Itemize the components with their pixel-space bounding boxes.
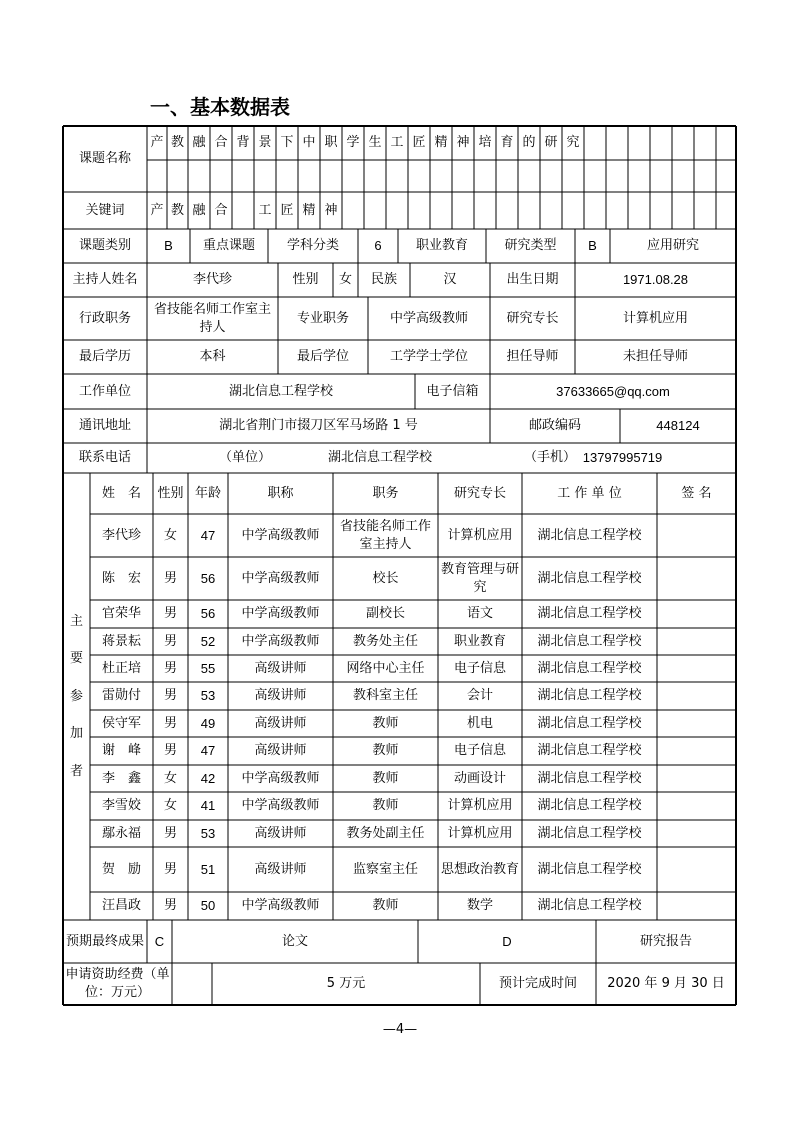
outcome-value-1: 论文 (281, 933, 308, 949)
members-cell: 计算机应用 (447, 527, 513, 543)
project-name-char: 教 (170, 135, 184, 151)
members-cell: 湖北信息工程学校 (537, 898, 642, 914)
members-cell: 男 (163, 743, 177, 759)
members-cell: 雷勋付 (101, 688, 141, 704)
members-cell (659, 600, 734, 628)
members-cell (659, 682, 734, 710)
members-cell: 41 (200, 798, 216, 814)
admin-label: 行政职务 (78, 310, 131, 326)
members-cell: 会计 (466, 688, 493, 704)
members-cell: 教育管理与研究 (440, 561, 519, 595)
host-name: 李代珍 (192, 272, 232, 288)
research-type-value: 应用研究 (646, 238, 699, 254)
project-name-char: 工 (390, 135, 404, 151)
members-cell: 男 (163, 606, 177, 622)
category-label: 课题类别 (78, 238, 131, 254)
members-cell: 56 (200, 606, 216, 622)
members-cell: 贺 励 (101, 861, 141, 877)
members-header: 职称 (267, 485, 294, 501)
members-cell: 男 (163, 633, 177, 649)
members-cell: 湖北信息工程学校 (537, 798, 642, 814)
members-cell: 湖北信息工程学校 (537, 861, 642, 877)
members-cell: 李 鑫 (101, 770, 141, 786)
edu-label: 最后学历 (78, 349, 131, 365)
members-cell: 李代珍 (101, 527, 141, 543)
members-cell: 副校长 (365, 606, 405, 622)
side-label-char: 主 (69, 613, 83, 629)
members-cell: 51 (200, 861, 216, 877)
members-cell (659, 765, 734, 792)
members-cell: 女 (163, 770, 177, 786)
project-name-char: 究 (566, 135, 580, 151)
members-cell (659, 737, 734, 765)
project-name-char: 职 (324, 135, 338, 151)
side-label-char: 参 (69, 688, 83, 704)
members-cell: 教师 (372, 898, 399, 914)
side-label-char: 加 (69, 726, 83, 742)
members-header: 工 作 单 位 (557, 485, 622, 501)
keyword-char: 合 (214, 202, 228, 218)
address-value: 湖北省荆门市掇刀区军马场路 1 号 (219, 418, 418, 434)
members-cell: 职业教育 (453, 633, 506, 649)
outcome-value-2: 研究报告 (639, 933, 692, 949)
keyword-char: 精 (302, 202, 316, 218)
members-cell (659, 892, 734, 920)
members-cell: 55 (200, 660, 216, 676)
members-cell: 男 (163, 660, 177, 676)
birth-label: 出生日期 (506, 272, 559, 288)
members-cell: 高级讲师 (254, 660, 307, 676)
members-cell (659, 710, 734, 737)
members-cell: 数学 (466, 898, 493, 914)
members-cell: 中学高级教师 (241, 527, 320, 543)
members-cell: 47 (200, 743, 216, 759)
members-cell: 中学高级教师 (241, 633, 320, 649)
project-name-char: 神 (456, 135, 470, 151)
ethnic-value: 汉 (443, 272, 457, 288)
members-cell: 中学高级教师 (241, 798, 320, 814)
funding-amount: 5 万元 (326, 976, 366, 992)
members-cell: 高级讲师 (254, 861, 307, 877)
title-label: 专业职务 (296, 310, 349, 326)
members-cell: 计算机应用 (447, 825, 513, 841)
project-name-char: 合 (214, 135, 228, 151)
phone-unit-label: （单位） (218, 450, 271, 466)
members-cell: 湖北信息工程学校 (537, 660, 642, 676)
members-cell: 湖北信息工程学校 (537, 715, 642, 731)
members-cell: 鄢永福 (101, 825, 141, 841)
members-cell (659, 628, 734, 655)
finish-value: 2020 年 9 月 30 日 (607, 976, 725, 992)
members-header: 签 名 (681, 485, 712, 501)
members-cell: 53 (200, 825, 216, 841)
members-cell: 湖北信息工程学校 (537, 770, 642, 786)
project-name-char: 学 (346, 135, 360, 151)
members-cell: 男 (163, 861, 177, 877)
members-cell: 教师 (372, 798, 399, 814)
category-code: B (164, 238, 173, 254)
project-name-char: 下 (280, 135, 294, 151)
page-heading: 一、基本数据表 (150, 95, 290, 119)
members-cell: 高级讲师 (254, 743, 307, 759)
members-cell: 女 (163, 798, 177, 814)
members-cell: 男 (163, 898, 177, 914)
members-cell: 52 (200, 633, 216, 649)
subject-code: 6 (374, 238, 382, 254)
members-cell: 男 (163, 825, 177, 841)
project-name-label: 课题名称 (78, 151, 131, 167)
keyword-char: 神 (324, 202, 338, 218)
members-cell: 陈 宏 (101, 570, 141, 586)
project-name-char: 培 (478, 135, 492, 151)
keyword-char: 融 (192, 202, 206, 218)
members-cell: 53 (200, 688, 216, 704)
members-header: 研究专长 (453, 485, 506, 501)
spec-label: 研究专长 (506, 310, 559, 326)
spec-value: 计算机应用 (622, 310, 688, 326)
members-cell (659, 557, 734, 600)
members-cell: 教科室主任 (352, 688, 418, 704)
members-cell (659, 655, 734, 682)
members-cell: 男 (163, 570, 177, 586)
keyword-char (232, 192, 254, 229)
members-cell: 语文 (466, 606, 493, 622)
unit-value: 湖北信息工程学校 (228, 383, 333, 399)
members-cell: 男 (163, 715, 177, 731)
members-cell: 湖北信息工程学校 (537, 743, 642, 759)
members-cell: 电子信息 (453, 660, 506, 676)
project-name-char: 精 (434, 135, 448, 151)
project-name-char: 中 (302, 135, 316, 151)
keyword-char: 工 (258, 202, 272, 218)
members-cell: 中学高级教师 (241, 770, 320, 786)
edu-value: 本科 (199, 349, 226, 365)
members-cell: 湖北信息工程学校 (537, 527, 642, 543)
side-label-char: 者 (69, 763, 83, 779)
title-value: 中学高级教师 (389, 310, 468, 326)
members-cell: 湖北信息工程学校 (537, 633, 642, 649)
birth-value: 1971.08.28 (622, 272, 689, 288)
project-name-char: 育 (500, 135, 514, 151)
tutor-value: 未担任导师 (622, 349, 688, 365)
outcome-label: 预期最终成果 (65, 933, 144, 949)
admin-value: 省技能名师工作室主持人 (153, 301, 271, 335)
subject-value: 职业教育 (415, 238, 468, 254)
members-cell: 计算机应用 (447, 798, 513, 814)
ethnic-label: 民族 (370, 272, 397, 288)
members-cell: 思想政治教育 (440, 861, 519, 877)
members-cell: 湖北信息工程学校 (537, 606, 642, 622)
members-cell (659, 514, 734, 557)
members-cell: 教师 (372, 743, 399, 759)
members-cell (659, 820, 734, 847)
zip-label: 邮政编码 (528, 418, 581, 434)
phone-label: 联系电话 (78, 450, 131, 466)
members-cell: 中学高级教师 (241, 898, 320, 914)
members-cell: 湖北信息工程学校 (537, 688, 642, 704)
address-label: 通讯地址 (78, 418, 131, 434)
category-value: 重点课题 (202, 238, 255, 254)
keyword-char: 教 (170, 202, 184, 218)
subject-label: 学科分类 (286, 238, 339, 254)
unit-label: 工作单位 (78, 383, 131, 399)
members-cell: 教师 (372, 770, 399, 786)
phone-mobile-label: （手机） (523, 450, 576, 466)
members-cell: 教务处主任 (352, 633, 418, 649)
finish-label: 预计完成时间 (498, 976, 577, 992)
tutor-label: 担任导师 (506, 349, 559, 365)
members-cell: 省技能名师工作室主持人 (339, 518, 431, 552)
members-cell: 网络中心主任 (346, 660, 425, 676)
members-cell: 机电 (466, 715, 493, 731)
members-cell: 汪昌政 (101, 898, 141, 914)
members-cell: 高级讲师 (254, 825, 307, 841)
members-cell: 谢 峰 (101, 743, 141, 759)
zip-value: 448124 (656, 418, 700, 434)
members-cell: 49 (200, 715, 216, 731)
members-cell: 电子信息 (453, 743, 506, 759)
project-name-char: 产 (150, 135, 164, 151)
keyword-char: 匠 (280, 202, 294, 218)
members-side-label (63, 473, 90, 920)
gender-value: 女 (338, 272, 352, 288)
members-cell: 教师 (372, 715, 399, 731)
phone-mobile-value: 13797995719 (582, 450, 663, 466)
degree-label: 最后学位 (296, 349, 349, 365)
members-cell: 蒋景耘 (101, 633, 141, 649)
members-cell: 校长 (372, 570, 399, 586)
members-cell: 官荣华 (101, 606, 141, 622)
project-name-char: 的 (522, 135, 536, 151)
members-cell: 男 (163, 688, 177, 704)
members-header: 姓 名 (101, 485, 141, 501)
members-cell (659, 792, 734, 820)
gender-label: 性别 (292, 272, 319, 288)
research-type-label: 研究类型 (504, 238, 557, 254)
members-header: 职务 (372, 485, 399, 501)
project-name-char: 研 (544, 135, 558, 151)
members-cell: 湖北信息工程学校 (537, 825, 642, 841)
members-cell: 李雪姣 (101, 798, 141, 814)
project-name-char: 生 (368, 135, 382, 151)
project-name-char: 景 (258, 135, 272, 151)
members-header: 性别 (157, 485, 184, 501)
keyword-char: 产 (150, 202, 164, 218)
keywords-label: 关键词 (85, 202, 125, 218)
side-label-char: 要 (69, 651, 83, 667)
members-cell: 42 (200, 770, 216, 786)
members-header: 年龄 (194, 485, 221, 501)
members-cell: 侯守军 (101, 715, 141, 731)
members-cell (659, 847, 734, 892)
project-name-char: 融 (192, 135, 206, 151)
research-type-code: B (588, 238, 597, 254)
funding-label: 申请资助经费（单位：万元） (65, 967, 170, 1000)
members-cell: 56 (200, 570, 216, 586)
members-cell: 中学高级教师 (241, 570, 320, 586)
members-cell: 湖北信息工程学校 (537, 570, 642, 586)
email-label: 电子信箱 (426, 383, 479, 399)
outcome-code-1: C (154, 933, 165, 949)
members-cell: 50 (200, 898, 216, 914)
members-cell: 动画设计 (453, 770, 506, 786)
page-number: —4— (382, 1022, 418, 1037)
outcome-code-2: D (502, 933, 512, 949)
members-cell: 中学高级教师 (241, 606, 320, 622)
members-cell: 女 (163, 527, 177, 543)
email-value: 37633665@qq.com (556, 383, 670, 399)
members-cell: 杜正培 (101, 660, 141, 676)
members-cell: 教务处副主任 (346, 825, 425, 841)
project-name-char: 背 (236, 135, 250, 151)
degree-value: 工学学士学位 (389, 349, 468, 365)
members-cell: 监察室主任 (352, 861, 418, 877)
host-name-label: 主持人姓名 (72, 272, 138, 288)
phone-unit-value: 湖北信息工程学校 (327, 450, 432, 466)
members-cell: 47 (200, 527, 216, 543)
members-cell: 高级讲师 (254, 715, 307, 731)
project-name-char: 匠 (412, 135, 426, 151)
members-cell: 高级讲师 (254, 688, 307, 704)
